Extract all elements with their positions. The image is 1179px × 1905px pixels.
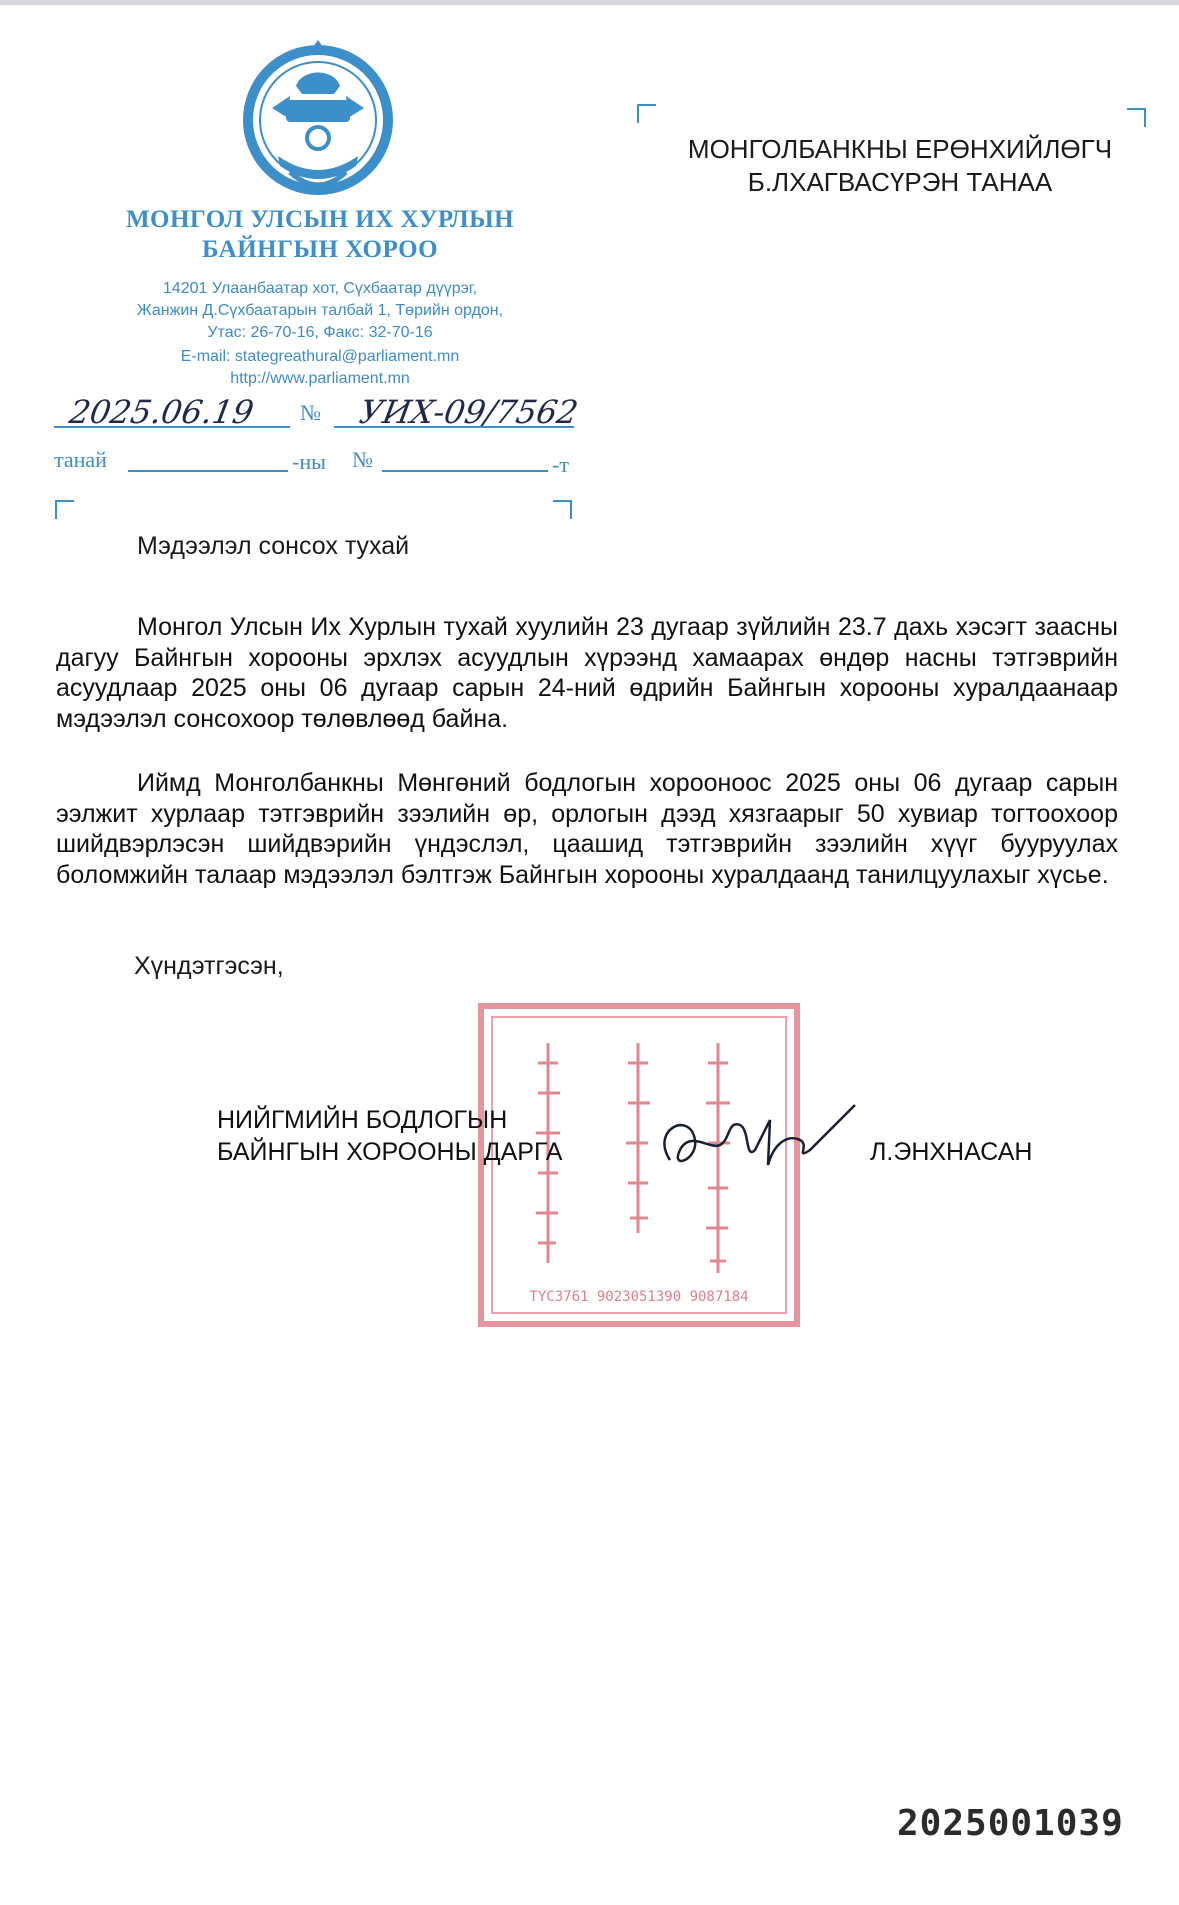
phone-line: Утас: 26-70-16, Факс: 32-70-16 xyxy=(207,324,433,341)
signatory-title-line2: БАЙНГЫН ХОРООНЫ ДАРГА xyxy=(217,1138,563,1166)
address-line2: Жанжин Д.Сүхбаатарын талбай 1, Төрийн ордон, xyxy=(136,302,504,319)
yours-number-suffix: -т xyxy=(552,452,569,477)
stamp-text: ТҮС3761 9023051390 9087184 xyxy=(529,1289,749,1305)
corner-bracket-top-right xyxy=(552,500,572,520)
website-line: http://www.parliament.mn xyxy=(230,370,410,387)
closing-line: Хүндэтгэсэн, xyxy=(134,952,284,980)
recipient-bracket-left xyxy=(637,104,657,124)
document-date: 2025.06.19 xyxy=(66,393,257,431)
recipient-line2: Б.ЛХАГВАСҮРЭН ТАНАА xyxy=(747,167,1053,197)
org-title-line2: БАЙНГЫН ХОРОО xyxy=(201,236,439,263)
body-paragraph-1: Монгол Улсын Их Хурлын тухай хуулийн 23 дугаар зүйлийн 23.7 дахь хэсэгт заасны дагуу Байнгын хорооны эрхлэх асуудлын хүрээнд хамаарах өндөр насны тэтгэврийн асуудлаар 2025 оны 06 дугаар сарын 24-ний өдрийн Байнгын хорооны хуралдаанаар мэдээлэл сонсохоор төлөвлөөд байна. xyxy=(56,613,1118,733)
top-border xyxy=(0,0,1179,5)
yours-suffix: -ны xyxy=(292,449,326,474)
recipient-bracket-right xyxy=(1126,108,1146,128)
body-paragraph-2: Иймд Монголбанкны Мөнгөний бодлогын хорооноос 2025 оны 06 дугаар сарын ээлжит хурлаар тэтгэврийн зээлийн өр, орлогын дээд хязгаарыг 50 хувиар тогтоохоор шийдвэрлэсэн шийдвэрийн үндэслэл, цаашид тэтгэврийн зээлийн хүүг бууруулах боломжийн талаар мэдээлэл бэлтгэж Байнгын хорооны хуралдаанд танилцуулахыг хүсье. xyxy=(56,769,1118,889)
yours-label: танай xyxy=(54,447,107,472)
email-line: E-mail: stategreathural@parliament.mn xyxy=(180,348,460,365)
yours-number-sign: № xyxy=(352,447,373,472)
registration-number: 2025001039 xyxy=(897,1803,1124,1844)
signatory-title-line1: НИЙГМИЙН БОДЛОГЫН xyxy=(217,1106,508,1134)
subject-line: Мэдээлэл сонсох тухай xyxy=(137,532,410,560)
yours-number-rule xyxy=(382,470,548,472)
document-number: УИХ-09/7562 xyxy=(356,393,581,431)
number-sign: № xyxy=(300,400,321,425)
corner-bracket-top-left xyxy=(55,500,75,520)
state-emblem-icon xyxy=(238,38,398,198)
signatory-name: Л.ЭНХНАСАН xyxy=(870,1138,1033,1166)
recipient-block xyxy=(665,133,1135,199)
date-rule xyxy=(54,426,290,428)
signatory-title xyxy=(217,1104,562,1168)
yours-date-rule xyxy=(128,470,288,472)
number-rule xyxy=(334,426,574,428)
org-title-line1: МОНГОЛ УЛСЫН ИХ ХУРЛЫН xyxy=(125,206,515,233)
address-line1: 14201 Улаанбаатар хот, Сүхбаатар дүүрэг, xyxy=(162,280,478,297)
recipient-line1: МОНГОЛБАНКНЫ ЕРӨНХИЙЛӨГЧ xyxy=(687,134,1113,164)
handwritten-signature xyxy=(650,1090,860,1180)
